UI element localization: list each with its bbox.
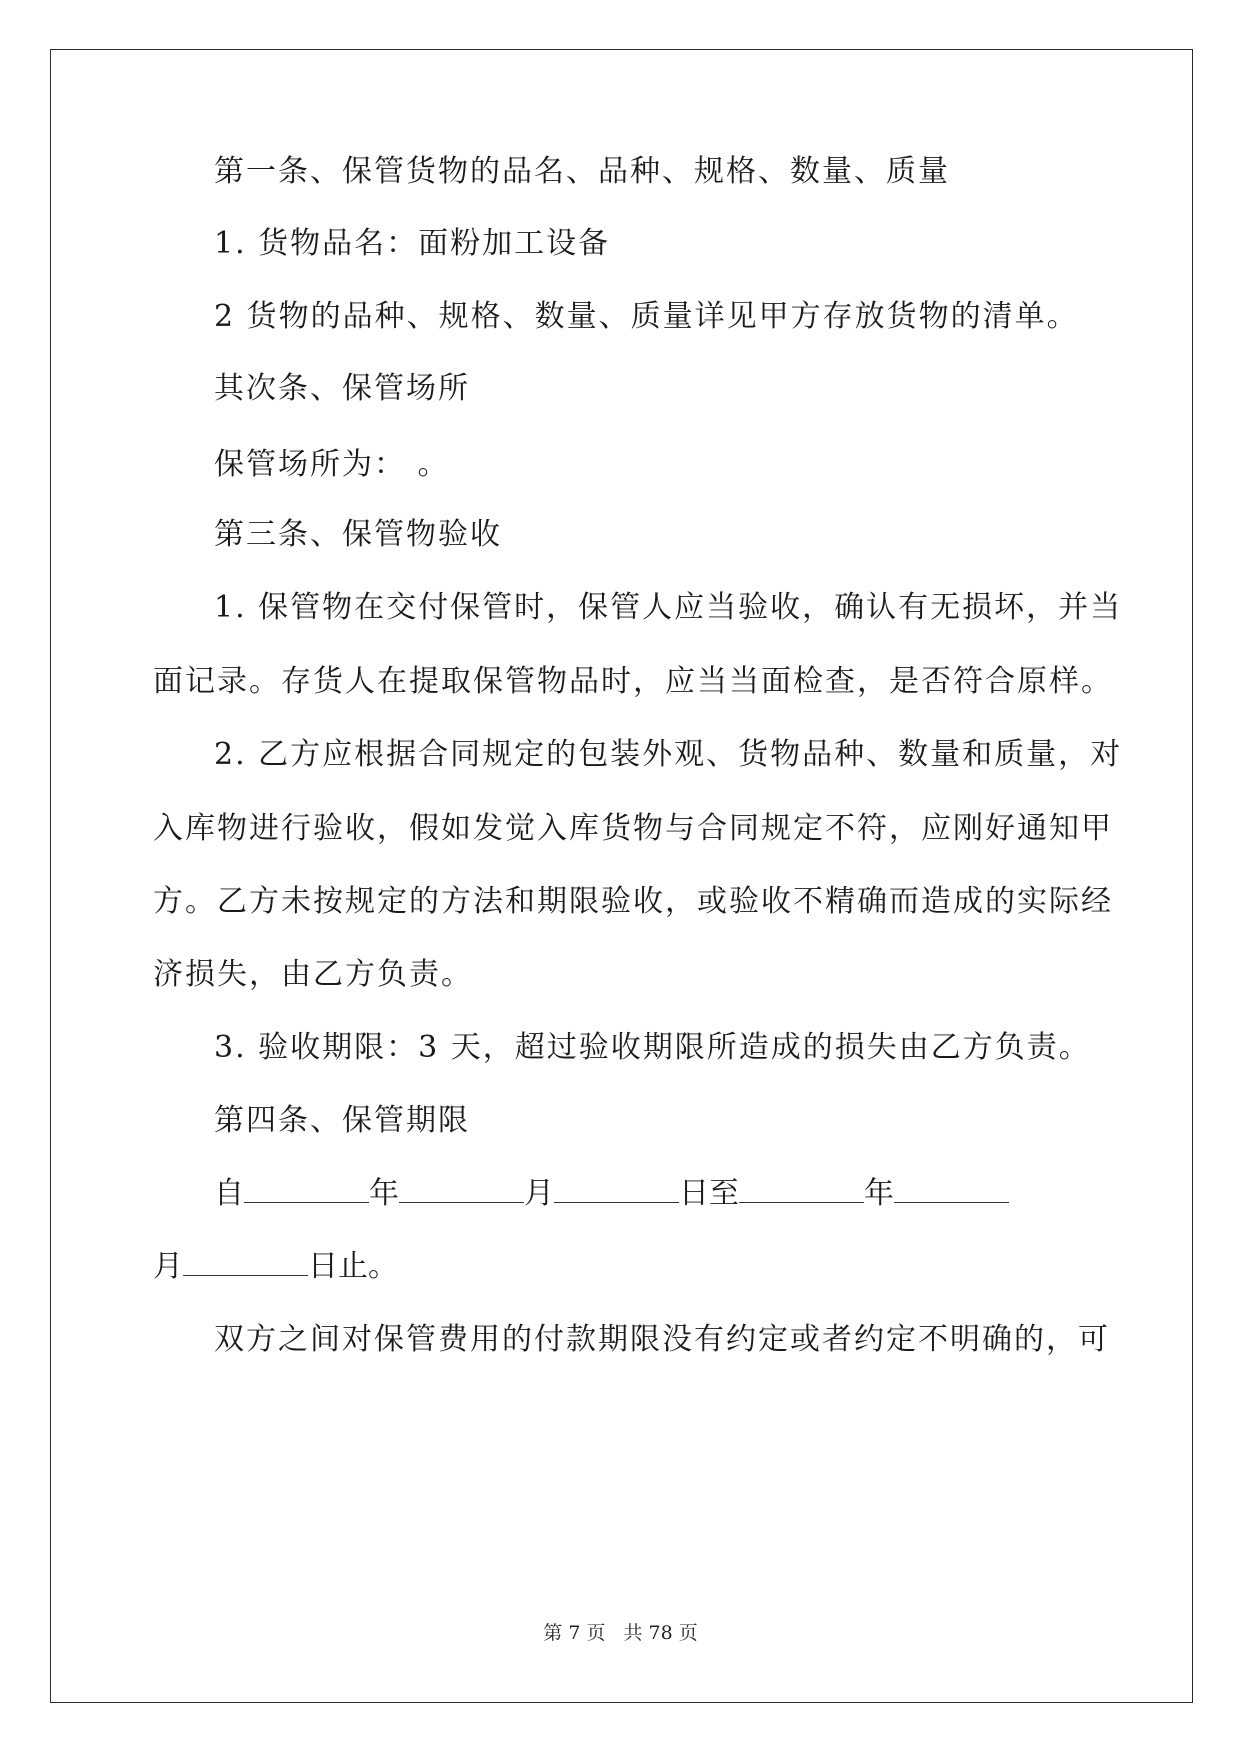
article-3-item-1-line-1: 1. 保管物在交付保管时，保管人应当验收，确认有无损坏，并当 (214, 590, 1123, 625)
article-3-item-2-line-1: 2. 乙方应根据合同规定的包装外观、货物品种、数量和质量，对 (214, 737, 1123, 772)
period-month-end-label: 月 (153, 1249, 183, 1284)
period-line-1 (214, 1174, 1009, 1214)
article-3-item-1-line-2: 面记录。存货人在提取保管物品时，应当当面检查，是否符合原样。 (153, 664, 1113, 699)
period-day-end-label: 日止。 (308, 1249, 398, 1284)
period-year-end-label: 年 (864, 1176, 894, 1211)
article-1-item-2: 2 货物的品种、规格、数量、质量详见甲方存放货物的清单。 (214, 299, 1079, 334)
article-2-text: 保管场所为： 。 (214, 447, 450, 482)
year-start-blank (244, 1176, 369, 1203)
article-3-item-2-line-4: 济损失，由乙方负责。 (153, 957, 473, 992)
article-4-heading: 第四条、保管期限 (214, 1103, 470, 1138)
year-end-blank (739, 1176, 864, 1203)
period-year-label: 年 (369, 1176, 399, 1211)
day-start-blank (554, 1176, 679, 1203)
article-3-heading: 第三条、保管物验收 (214, 517, 502, 552)
article-2-heading: 其次条、保管场所 (214, 371, 470, 406)
month-start-blank (399, 1176, 524, 1203)
article-3-item-3: 3. 验收期限：3 天，超过验收期限所造成的损失由乙方负责。 (214, 1030, 1091, 1065)
article-1-heading: 第一条、保管货物的品名、品种、规格、数量、质量 (214, 154, 950, 189)
month-end-blank (894, 1176, 1009, 1203)
day-end-blank (183, 1249, 308, 1276)
article-1-item-1: 1. 货物品名：面粉加工设备 (214, 226, 611, 261)
payment-clause-line-1: 双方之间对保管费用的付款期限没有约定或者约定不明确的，可 (214, 1322, 1110, 1357)
period-line-2 (153, 1247, 398, 1287)
period-month-label: 月 (524, 1176, 554, 1211)
page-total: 共 78 页 (623, 1622, 698, 1644)
page-number: 第 7 页 (543, 1622, 606, 1644)
page-footer (0, 1618, 1241, 1645)
article-3-item-2-line-2: 入库物进行验收，假如发觉入库货物与合同规定不符，应刚好通知甲 (153, 811, 1113, 846)
period-from-label: 自 (214, 1176, 244, 1211)
article-3-item-2-line-3: 方。乙方未按规定的方法和期限验收，或验收不精确而造成的实际经 (153, 884, 1113, 919)
period-day-to-label: 日至 (679, 1176, 739, 1211)
